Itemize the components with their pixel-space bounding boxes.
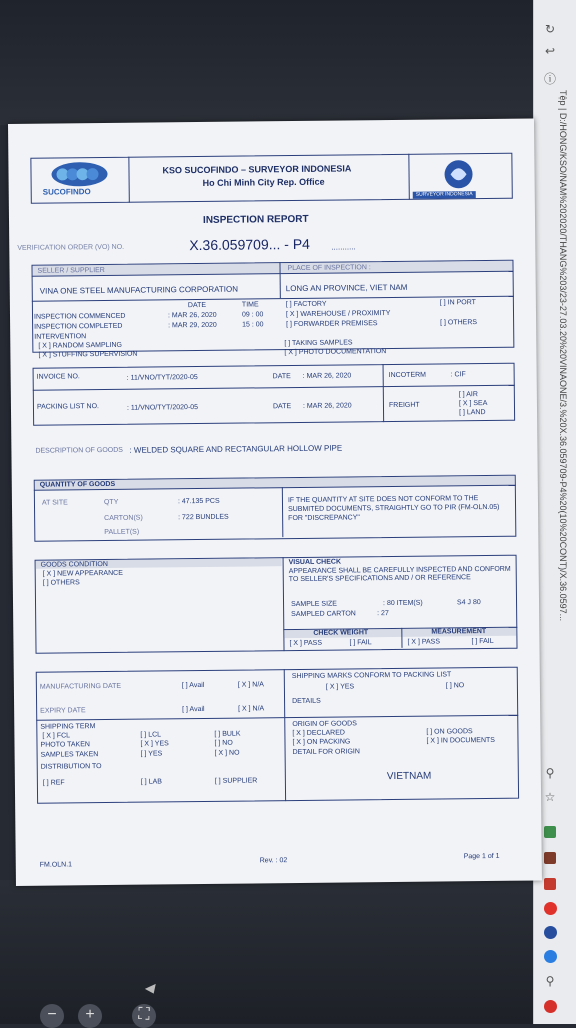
origin-declared: [ X ] DECLARED	[292, 729, 345, 738]
incoterm-label: INCOTERM	[388, 371, 427, 380]
photo-yes: [ X ] YES	[140, 740, 169, 748]
origin-label: ORIGIN OF GOODS	[292, 720, 357, 729]
description-value: : WELDED SQUARE AND RECTANGULAR HOLLOW PIPE	[129, 443, 343, 455]
commenced-time: 09 : 00	[241, 311, 264, 319]
intervention-label: INTERVENTION	[34, 333, 87, 341]
back-icon[interactable]: ↻	[544, 22, 556, 36]
goods-condition-label: GOODS CONDITION	[40, 560, 108, 569]
shipping-marks-label: SHIPPING MARKS CONFORM TO PACKING LIST	[291, 671, 452, 681]
invoice-date-value: : MAR 26, 2020	[302, 372, 352, 380]
check-weight-pass: [ X ] PASS	[289, 639, 323, 648]
right-logo-text: SURVEYOR INDONESIA	[413, 191, 476, 199]
shipping-bulk: [ ] BULK	[214, 730, 241, 738]
samples-taken-label: SAMPLES TAKEN	[40, 751, 99, 759]
intervention-random: [ X ] RANDOM SAMPLING	[38, 341, 122, 350]
shipping-lcl: [ ] LCL	[140, 731, 162, 739]
shipping-term-label: SHIPPING TERM	[40, 723, 96, 731]
completed-time: 15 : 00	[242, 321, 264, 329]
cartons-label: CARTON(S)	[104, 514, 143, 523]
expiry-na: [ X ] N/A	[238, 705, 265, 713]
document-title: INSPECTION REPORT	[202, 213, 309, 226]
sample-code: S4 J 80	[457, 599, 481, 607]
revision: Rev. : 02	[259, 857, 288, 865]
zoom-icon[interactable]: ⚲	[545, 766, 555, 780]
surveyor-logo-icon	[440, 159, 476, 193]
location-others: [ ] OTHERS	[440, 319, 478, 327]
packing-date-value: : MAR 26, 2020	[302, 402, 352, 410]
packing-label: PACKING LIST NO.	[36, 403, 99, 411]
background-bottom	[0, 880, 576, 1024]
detail-origin-label: DETAIL FOR ORIGIN	[292, 748, 360, 757]
intervention-photo: [ X ] PHOTO DOCUMENTATION	[284, 348, 387, 357]
invoice-value: : 11/VNO/TYT/2020-05	[126, 374, 198, 382]
manufacturing-na: [ X ] N/A	[237, 681, 264, 689]
star-icon[interactable]: ☆	[544, 790, 556, 804]
measurement-label: MEASUREMENT	[431, 628, 487, 636]
extension-icon[interactable]	[544, 826, 556, 838]
form-code: FM.OLN.1	[39, 861, 73, 869]
freight-label: FREIGHT	[388, 401, 420, 410]
inspection-report-document	[8, 118, 542, 885]
measurement-pass: [ X ] PASS	[407, 638, 441, 646]
background-top	[0, 0, 576, 125]
freight-land: [ ] LAND	[459, 409, 486, 417]
left-logo-text: SUCOFINDO	[42, 187, 91, 197]
vo-dots: ...........	[331, 242, 356, 252]
manufacturing-avail: [ ] Avail	[181, 681, 205, 690]
commenced-label: INSPECTION COMMENCED	[33, 312, 126, 321]
freight-air: [ ] AIR	[458, 391, 478, 399]
sample-size-value: : 80 ITEM(S)	[383, 599, 423, 608]
office-name: Ho Chi Minh City Rep. Office	[202, 176, 325, 188]
incoterm-value: : CIF	[450, 371, 466, 379]
origin-on-goods: [ ] ON GOODS	[426, 728, 473, 736]
extension-icon[interactable]	[544, 902, 557, 915]
sample-size-label: SAMPLE SIZE	[291, 600, 337, 609]
check-weight-label: CHECK WEIGHT	[313, 629, 369, 637]
samples-no: [ X ] NO	[214, 749, 240, 757]
distribution-supplier: [ ] SUPPLIER	[214, 777, 258, 785]
extension-icon[interactable]	[544, 852, 556, 864]
photo-no: [ ] NO	[214, 739, 233, 747]
commenced-date: : MAR 26, 2020	[167, 311, 217, 320]
seller-label: SELLER / SUPPLIER	[37, 266, 105, 275]
time-header: TIME	[241, 301, 259, 309]
sampled-carton-value: : 27	[377, 610, 389, 618]
intervention-stuffing: [ X ] STUFFING SUPERVISION	[38, 350, 138, 359]
photo-taken-label: PHOTO TAKEN	[40, 741, 90, 749]
fullscreen-icon[interactable]: ⛶	[132, 1004, 156, 1028]
vo-label: VERIFICATION ORDER (VO) NO.	[17, 243, 125, 252]
visual-check-label: VISUAL CHECK	[288, 558, 342, 567]
visual-note: APPEARANCE SHALL BE CAREFULLY INSPECTED AND CONFORM TO SELLER'S SPECIFICATIONS AND / OR REFERENCE	[288, 565, 511, 584]
extension-icon[interactable]	[544, 926, 557, 939]
packing-value: : 11/VNO/TYT/2020-05	[126, 404, 199, 412]
distribution-lab: [ ] LAB	[140, 778, 162, 786]
details-label: DETAILS	[292, 697, 321, 706]
invoice-date-label: DATE	[272, 373, 291, 381]
invoice-label: INVOICE NO.	[36, 373, 80, 381]
quantity-header: QUANTITY OF GOODS	[39, 480, 116, 489]
shipping-marks-no: [ ] NO	[445, 682, 465, 690]
sampled-carton-label: SAMPLED CARTON	[291, 610, 356, 619]
shipping-marks-yes: [ X ] YES	[325, 683, 355, 691]
location-inport: [ ] IN PORT	[439, 299, 476, 307]
zoom-in-icon[interactable]: +	[78, 1004, 102, 1028]
others-option: [ ] OTHERS	[42, 579, 80, 587]
description-label: DESCRIPTION OF GOODS	[35, 446, 123, 455]
address-bar[interactable]	[554, 90, 570, 790]
place-value: LONG AN PROVINCE, VIET NAM	[285, 282, 408, 294]
location-factory: [ ] FACTORY	[285, 300, 327, 309]
expiry-avail: [ ] Avail	[182, 705, 205, 714]
company-name: KSO SUCOFINDO – SURVEYOR INDONESIA	[162, 163, 352, 176]
place-label: PLACE OF INSPECTION :	[287, 264, 371, 273]
intervention-samples: [ ] TAKING SAMPLES	[284, 339, 353, 348]
seller-value: VINA ONE STEEL MANUFACTURING CORPORATION	[39, 284, 239, 296]
shipping-fcl: [ X ] FCL	[42, 732, 71, 740]
expiry-date-label: EXPIRY DATE	[40, 707, 86, 715]
origin-on-packing: [ X ] ON PACKING	[292, 738, 351, 747]
qty-value: : 47.135 PCS	[177, 497, 220, 506]
completed-date: : MAR 29, 2020	[168, 321, 217, 330]
pallets-label: PALLET(S)	[104, 528, 140, 537]
distribution-ref: [ ] REF	[42, 779, 65, 787]
extension-icon[interactable]	[544, 1000, 557, 1013]
origin-in-documents: [ X ] IN DOCUMENTS	[426, 736, 495, 745]
search-icon[interactable]: ⚲	[545, 974, 555, 988]
cartons-value: : 722 BUNDLES	[178, 513, 229, 522]
reload-icon[interactable]: ↩	[544, 44, 556, 58]
extension-icon[interactable]	[544, 878, 556, 890]
at-site-label: AT SITE	[41, 499, 68, 507]
quantity-note: IF THE QUANTITY AT SITE DOES NOT CONFORM TO THE SUBMITED DOCUMENTS, STRAIGHTLY GO TO PIR (FM-OLN.05) FOR "DISCREPANCY"	[287, 495, 500, 522]
vo-number: X.36.059709... - P4	[189, 235, 310, 254]
packing-date-label: DATE	[272, 403, 292, 411]
invoice-section	[33, 363, 516, 426]
page-number: Page 1 of 1	[463, 852, 500, 861]
distribution-label: DISTRIBUTION TO	[40, 763, 102, 771]
sucofindo-logo-icon	[46, 161, 106, 186]
info-icon[interactable]: ⓘ	[543, 72, 556, 86]
url-text: Tệp | D:/HONG/KSO/NAM%202020/THANG%203/23-27.03.20%20VINAONE/3.%20X.36.059709-P4%20(10%20CONT)/X.36.0597...	[558, 90, 568, 622]
completed-label: INSPECTION COMPLETED	[34, 322, 123, 331]
date-header: DATE	[187, 301, 207, 310]
manufacturing-date-label: MANUFACTURING DATE	[39, 682, 122, 691]
qty-label: QTY	[103, 498, 119, 507]
origin-value: VIETNAM	[386, 770, 432, 783]
location-warehouse: [ X ] WAREHOUSE / PROXIMITY	[285, 310, 391, 319]
check-weight-fail: [ ] FAIL	[349, 639, 372, 647]
samples-yes: [ ] YES	[140, 750, 163, 758]
new-appearance: [ X ] NEW APPEARANCE	[42, 569, 123, 578]
close-icon[interactable]: −	[40, 1004, 64, 1028]
location-forwarder: [ ] FORWARDER PREMISES	[286, 320, 378, 329]
freight-sea: [ X ] SEA	[458, 399, 488, 408]
measurement-fail: [ ] FAIL	[471, 637, 494, 646]
extension-icon[interactable]	[544, 950, 557, 963]
